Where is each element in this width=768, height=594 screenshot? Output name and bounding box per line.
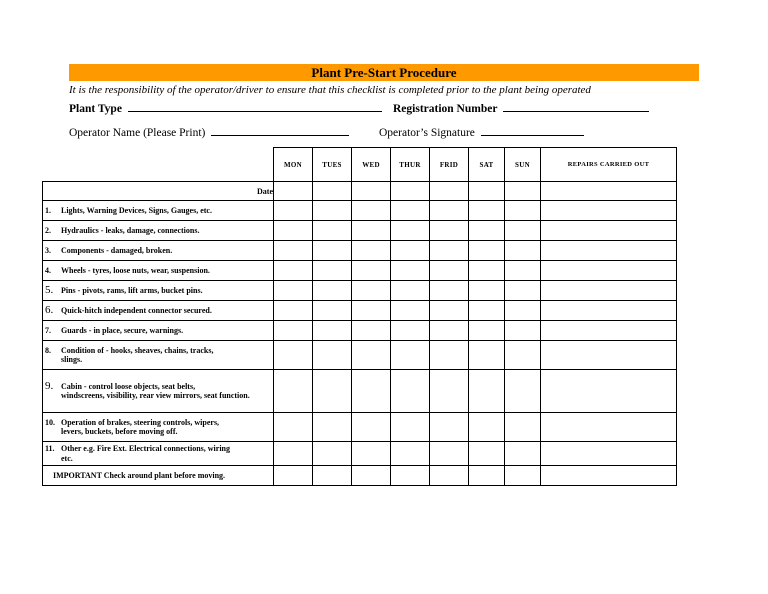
check-cell[interactable] xyxy=(352,201,391,221)
check-cell[interactable] xyxy=(391,466,430,486)
check-cell[interactable] xyxy=(313,261,352,281)
plant-type-field xyxy=(69,101,382,115)
item-number: 11. xyxy=(45,444,55,453)
check-cell[interactable] xyxy=(274,241,313,261)
check-cell[interactable] xyxy=(313,241,352,261)
checklist-row xyxy=(43,370,677,413)
check-cell[interactable] xyxy=(469,370,505,413)
check-cell[interactable] xyxy=(469,221,505,241)
operator-name-label: Operator Name (Please Print) xyxy=(69,127,206,139)
check-cell[interactable] xyxy=(505,281,541,301)
check-cell[interactable] xyxy=(541,201,677,221)
check-cell[interactable] xyxy=(391,301,430,321)
day-header-frid: FRID xyxy=(430,148,469,182)
check-cell[interactable] xyxy=(430,201,469,221)
check-cell[interactable] xyxy=(505,341,541,370)
date-row xyxy=(43,182,677,201)
check-cell[interactable] xyxy=(352,281,391,301)
registration-number-field xyxy=(393,101,649,115)
plant-type-label: Plant Type xyxy=(69,103,122,115)
check-cell[interactable] xyxy=(505,182,541,201)
check-cell[interactable] xyxy=(505,413,541,442)
item-text: Lights, Warning Devices, Signs, Gauges, etc. xyxy=(61,205,212,215)
item-number: 4. xyxy=(45,265,51,275)
check-cell[interactable] xyxy=(391,182,430,201)
item-number: 10. xyxy=(45,417,55,427)
check-cell[interactable] xyxy=(313,301,352,321)
check-cell[interactable] xyxy=(352,301,391,321)
item-number: 8. xyxy=(45,345,51,355)
item-number: 9. xyxy=(45,379,54,392)
check-cell[interactable] xyxy=(541,341,677,370)
day-header-tues: TUES xyxy=(313,148,352,182)
check-cell[interactable] xyxy=(430,321,469,341)
check-cell[interactable] xyxy=(274,281,313,301)
important-row xyxy=(43,466,677,486)
check-cell[interactable] xyxy=(469,182,505,201)
check-cell[interactable] xyxy=(313,370,352,413)
check-cell[interactable] xyxy=(352,466,391,486)
check-cell[interactable] xyxy=(505,221,541,241)
item-text: Condition of - hooks, sheaves, chains, tracks, xyxy=(61,345,214,355)
check-cell[interactable] xyxy=(274,413,313,442)
check-cell[interactable] xyxy=(469,301,505,321)
checklist-item xyxy=(43,281,274,301)
checklist-row xyxy=(43,341,677,370)
check-cell[interactable] xyxy=(391,442,430,466)
check-cell[interactable] xyxy=(541,221,677,241)
day-header-thur: THUR xyxy=(391,148,430,182)
check-cell[interactable] xyxy=(505,321,541,341)
checklist-table xyxy=(42,181,677,486)
check-cell[interactable] xyxy=(469,413,505,442)
checklist-item xyxy=(43,261,274,281)
checklist-row xyxy=(43,221,677,241)
check-cell[interactable] xyxy=(391,221,430,241)
checklist-row xyxy=(43,241,677,261)
date-label: Date xyxy=(43,182,274,201)
day-header-table xyxy=(273,147,677,182)
responsibility-note: It is the responsibility of the operator/driver to ensure that this checklist is completed prior to the plant being operated xyxy=(69,84,591,96)
operator-signature-field xyxy=(379,125,584,139)
check-cell[interactable] xyxy=(541,261,677,281)
check-cell[interactable] xyxy=(430,182,469,201)
check-cell[interactable] xyxy=(313,466,352,486)
check-cell[interactable] xyxy=(469,201,505,221)
plant-type-input[interactable] xyxy=(128,101,382,112)
item-number: 3. xyxy=(45,245,51,255)
item-number: 2. xyxy=(45,225,51,235)
check-cell[interactable] xyxy=(505,241,541,261)
checklist-item xyxy=(43,341,274,370)
checklist-row xyxy=(43,201,677,221)
item-text: Cabin - control loose objects, seat belts, xyxy=(61,381,196,391)
check-cell[interactable] xyxy=(391,281,430,301)
operator-name-field xyxy=(69,125,349,139)
check-cell[interactable] xyxy=(391,201,430,221)
check-cell[interactable] xyxy=(469,261,505,281)
item-text: Hydraulics - leaks, damage, connections. xyxy=(61,225,200,235)
check-cell[interactable] xyxy=(274,321,313,341)
operator-signature-label: Operator’s Signature xyxy=(379,127,475,139)
operator-name-input[interactable] xyxy=(211,125,349,136)
check-cell[interactable] xyxy=(430,281,469,301)
check-cell[interactable] xyxy=(541,442,677,466)
checklist-row xyxy=(43,301,677,321)
checklist-item xyxy=(43,301,274,321)
check-cell[interactable] xyxy=(313,182,352,201)
checklist-row xyxy=(43,442,677,466)
checklist-item xyxy=(43,413,274,442)
check-cell[interactable] xyxy=(430,442,469,466)
check-cell[interactable] xyxy=(505,301,541,321)
check-cell[interactable] xyxy=(274,466,313,486)
check-cell[interactable] xyxy=(352,442,391,466)
item-number: 1. xyxy=(45,205,51,215)
checklist-item xyxy=(43,241,274,261)
check-cell[interactable] xyxy=(313,321,352,341)
check-cell[interactable] xyxy=(313,442,352,466)
check-cell[interactable] xyxy=(274,201,313,221)
day-header-sun: SUN xyxy=(505,148,541,182)
checklist-item xyxy=(43,321,274,341)
check-cell[interactable] xyxy=(430,261,469,281)
item-text: Guards - in place, secure, warnings. xyxy=(61,325,184,335)
checklist-item xyxy=(43,442,274,466)
check-cell[interactable] xyxy=(469,281,505,301)
check-cell[interactable] xyxy=(430,241,469,261)
check-cell[interactable] xyxy=(352,221,391,241)
check-cell[interactable] xyxy=(352,182,391,201)
day-header-mon: MON xyxy=(274,148,313,182)
item-text: Other e.g. Fire Ext. Electrical connections, wiring xyxy=(61,444,231,453)
check-cell[interactable] xyxy=(505,261,541,281)
item-number: 7. xyxy=(45,325,51,335)
checklist-row xyxy=(43,413,677,442)
check-cell[interactable] xyxy=(274,261,313,281)
check-cell[interactable] xyxy=(313,281,352,301)
check-cell[interactable] xyxy=(391,370,430,413)
check-cell[interactable] xyxy=(313,413,352,442)
check-cell[interactable] xyxy=(505,201,541,221)
check-cell[interactable] xyxy=(541,466,677,486)
item-text-continued: slings. xyxy=(61,355,83,364)
check-cell[interactable] xyxy=(313,341,352,370)
check-cell[interactable] xyxy=(430,341,469,370)
check-cell[interactable] xyxy=(469,466,505,486)
check-cell[interactable] xyxy=(352,241,391,261)
check-cell[interactable] xyxy=(313,201,352,221)
check-cell[interactable] xyxy=(541,413,677,442)
important-note: IMPORTANT Check around plant before moving. xyxy=(43,466,274,486)
checklist-item xyxy=(43,221,274,241)
item-text: Pins - pivots, rams, lift arms, bucket pins. xyxy=(61,285,203,295)
check-cell[interactable] xyxy=(391,341,430,370)
registration-number-input[interactable] xyxy=(503,101,649,112)
item-text: Operation of brakes, steering controls, wipers, xyxy=(61,417,220,427)
item-text: Wheels - tyres, loose nuts, wear, suspension. xyxy=(61,265,210,275)
check-cell[interactable] xyxy=(391,261,430,281)
check-cell[interactable] xyxy=(430,413,469,442)
check-cell[interactable] xyxy=(352,341,391,370)
check-cell[interactable] xyxy=(313,221,352,241)
form-title: Plant Pre-Start Procedure xyxy=(69,64,699,81)
registration-number-label: Registration Number xyxy=(393,103,498,115)
check-cell[interactable] xyxy=(274,221,313,241)
item-text-continued: levers, buckets, before moving off. xyxy=(61,427,178,436)
check-cell[interactable] xyxy=(391,413,430,442)
item-text: Components - damaged, broken. xyxy=(61,245,173,255)
check-cell[interactable] xyxy=(430,301,469,321)
checklist-row xyxy=(43,281,677,301)
check-cell[interactable] xyxy=(469,442,505,466)
check-cell[interactable] xyxy=(505,442,541,466)
check-cell[interactable] xyxy=(469,241,505,261)
check-cell[interactable] xyxy=(469,341,505,370)
check-cell[interactable] xyxy=(541,281,677,301)
item-text-continued: etc. xyxy=(61,453,73,463)
check-cell[interactable] xyxy=(352,261,391,281)
check-cell[interactable] xyxy=(505,370,541,413)
check-cell[interactable] xyxy=(391,241,430,261)
checklist-row xyxy=(43,321,677,341)
check-cell[interactable] xyxy=(352,413,391,442)
item-number: 5. xyxy=(45,283,54,296)
checklist-item xyxy=(43,201,274,221)
repairs-header: REPAIRS CARRIED OUT xyxy=(541,148,677,182)
check-cell[interactable] xyxy=(352,370,391,413)
check-cell[interactable] xyxy=(430,221,469,241)
check-cell[interactable] xyxy=(352,321,391,341)
day-header-sat: SAT xyxy=(469,148,505,182)
check-cell[interactable] xyxy=(274,182,313,201)
checklist-row xyxy=(43,261,677,281)
check-cell[interactable] xyxy=(391,321,430,341)
check-cell[interactable] xyxy=(274,370,313,413)
check-cell[interactable] xyxy=(274,341,313,370)
check-cell[interactable] xyxy=(430,466,469,486)
item-text: Quick-hitch independent connector secured. xyxy=(61,305,212,315)
check-cell[interactable] xyxy=(541,241,677,261)
checklist-item xyxy=(43,370,274,413)
operator-signature-input[interactable] xyxy=(481,125,584,136)
check-cell[interactable] xyxy=(469,321,505,341)
check-cell[interactable] xyxy=(430,370,469,413)
check-cell[interactable] xyxy=(274,301,313,321)
item-text-continued: windscreens, visibility, rear view mirrors, seat function. xyxy=(61,391,250,400)
check-cell[interactable] xyxy=(541,370,677,413)
item-number: 6. xyxy=(45,303,54,316)
check-cell[interactable] xyxy=(541,301,677,321)
check-cell[interactable] xyxy=(541,321,677,341)
check-cell[interactable] xyxy=(541,182,677,201)
day-header-wed: WED xyxy=(352,148,391,182)
check-cell[interactable] xyxy=(505,466,541,486)
check-cell[interactable] xyxy=(274,442,313,466)
